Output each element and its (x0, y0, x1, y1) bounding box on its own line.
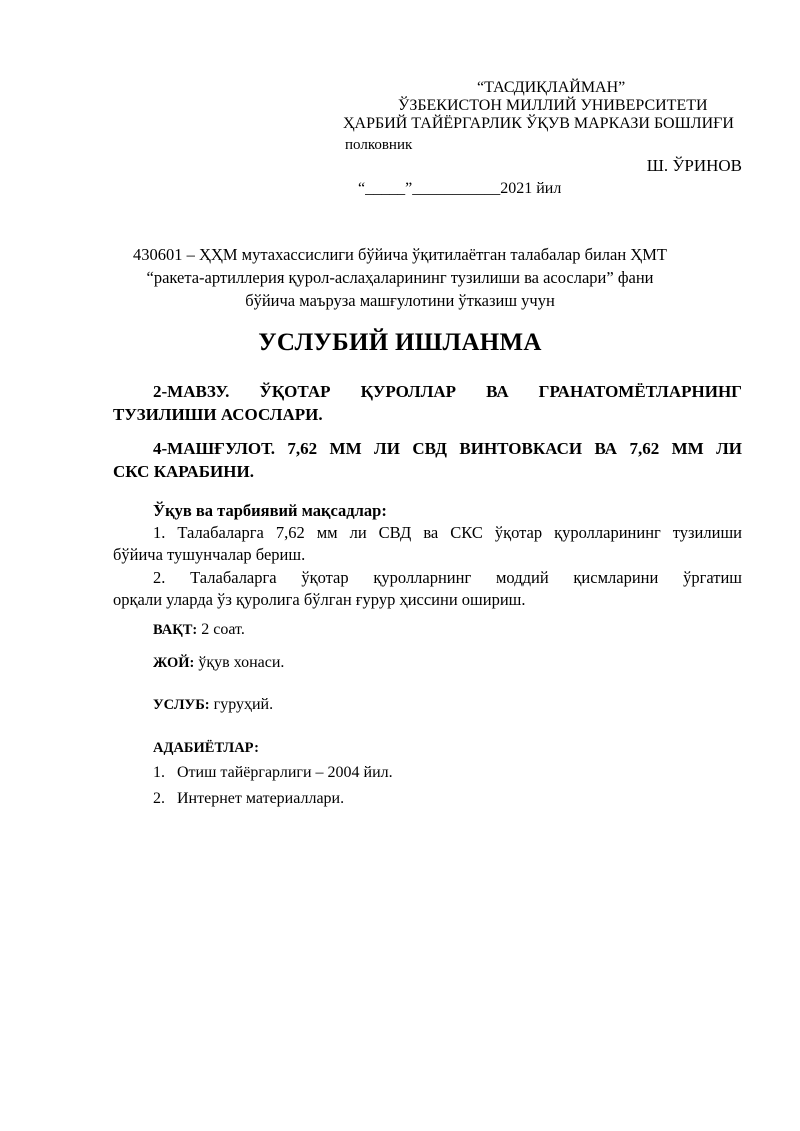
literature-item-number: 2. (153, 790, 165, 807)
time-field (153, 620, 245, 640)
time-label: ВАҚТ: (153, 622, 198, 638)
literature-item-number: 1. (153, 764, 165, 781)
intro-paragraph (60, 243, 740, 312)
literature-item-text: Отиш тайёргарлиги – 2004 йил. (177, 764, 393, 781)
goal-line: 1. Талабаларга 7,62 мм ли СВД ва СКС ўқотар қуролларининг тузилиши (153, 523, 742, 542)
method-label: УСЛУБ: (153, 697, 210, 713)
approval-center: ҲАРБИЙ ТАЙЁРГАРЛИК ЎҚУВ МАРКАЗИ БОШЛИҒИ (343, 115, 734, 132)
approval-heading: “ТАСДИҚЛАЙМАН” (477, 79, 626, 96)
goal-line: бўйича тушунчалар бериш. (113, 545, 306, 564)
method-field (153, 695, 273, 715)
document-title: УСЛУБИЙ ИШЛАНМА (258, 329, 542, 356)
method-value: гуруҳий. (209, 696, 274, 713)
topic-line: ТУЗИЛИШИ АСОСЛАРИ. (113, 405, 323, 424)
approval-name: Ш. ЎРИНОВ (646, 156, 742, 175)
literature-item (153, 763, 393, 783)
place-value: ўқув хонаси. (194, 654, 285, 671)
literature-item (153, 789, 344, 809)
approval-rank: полковник (345, 137, 413, 153)
lesson-line: СКС КАРАБИНИ. (113, 462, 254, 481)
time-value: 2 соат. (197, 621, 245, 638)
literature-heading: АДАБИЁТЛАР: (153, 740, 259, 756)
goal-line: 2. Талабаларга ўқотар қуролларнинг моддий қисмларини ўргатиш (153, 568, 742, 587)
intro-line: 430601 – ҲҲМ мутахассислиги бўйича ўқитилаётган талабалар билан ҲМТ (133, 245, 667, 264)
approval-university: ЎЗБЕКИСТОН МИЛЛИЙ УНИВЕРСИТЕТИ (398, 97, 708, 114)
topic-heading (113, 380, 742, 426)
intro-line: бўйича маъруза машғулотини ўтказиш учун (245, 291, 555, 310)
goal-item (113, 567, 742, 611)
goals-heading: Ўқув ва тарбиявий мақсадлар: (153, 501, 387, 520)
approval-date: “_____”___________2021 йил (358, 180, 562, 197)
topic-line: 2-МАВЗУ. ЎҚОТАР ҚУРОЛЛАР ВА ГРАНАТОМЁТЛАРНИНГ (153, 382, 742, 401)
place-field (153, 653, 284, 673)
lesson-line: 4-МАШҒУЛОТ. 7,62 ММ ЛИ СВД ВИНТОВКАСИ ВА 7,62 ММ ЛИ (153, 439, 742, 458)
goal-item (113, 522, 742, 566)
lesson-heading (113, 437, 742, 483)
intro-line: “ракета-артиллерия қурол-аслаҳаларининг тузилиши ва асослари” фани (146, 268, 654, 287)
place-label: ЖОЙ: (153, 655, 195, 671)
goal-line: орқали уларда ўз қуролига бўлган ғурур ҳиссини ошириш. (113, 590, 526, 609)
literature-item-text: Интернет материаллари. (177, 790, 345, 807)
